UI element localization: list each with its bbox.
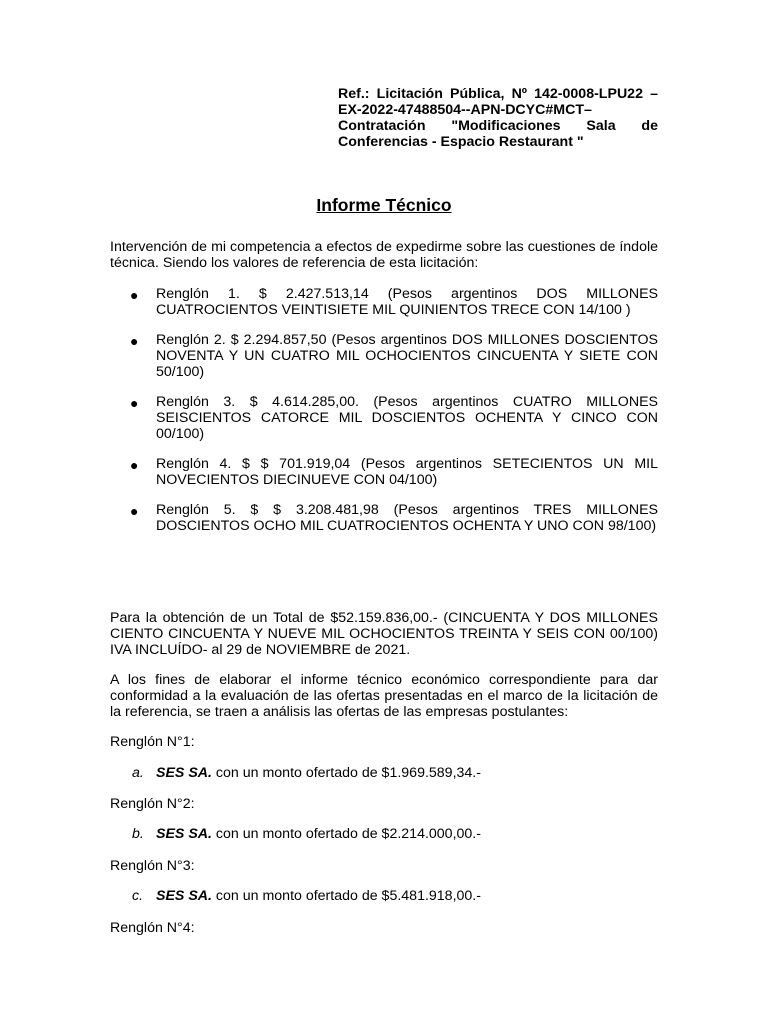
- offer-amount: con un monto ofertado de $2.214.000,00.-: [211, 826, 481, 842]
- renglon-label: Renglón N°4:: [110, 920, 195, 936]
- offer-amount: con un monto ofertado de $5.481.918,00.-: [211, 888, 481, 904]
- total-paragraph: Para la obtención de un Total de $52.159.836,00.- (CINCUENTA Y DOS MILLONES CIENTO CINCUENTA Y NUEVE MIL OCHOCIENTOS TREINTA Y SEIS CON 00/100) IVA INCLUÍDO- al 29 de NOVIEMBRE de 2021.: [110, 610, 658, 658]
- reference-line-2: EX-2022-47488504--APN-DCYC#MCT–: [338, 102, 592, 118]
- offer-company: SES SA.: [156, 888, 212, 904]
- renglon-text: Renglón 5. $ $ 3.208.481,98 (Pesos argentinos TRES MILLONES DOSCIENTOS OCHO MIL CUATROCIENTOS OCHENTA Y UNO CON 98/100): [156, 502, 658, 534]
- renglon-text: Renglón 3. $ 4.614.285,00. (Pesos argentinos CUATRO MILLONES SEISCIENTOS CATORCE MIL DOSCIENTOS OCHENTA Y CINCO CON 00/100): [156, 394, 658, 442]
- reference-block: [338, 86, 658, 150]
- offer-item: [132, 826, 652, 842]
- renglon-label: Renglón N°3:: [110, 858, 195, 874]
- reference-line-1: Ref.: Licitación Pública, Nº 142-0008-LPU22 –: [338, 86, 658, 102]
- offer-item: [132, 888, 652, 904]
- offer-letter: c.: [132, 888, 144, 904]
- offer-company: SES SA.: [156, 765, 212, 781]
- reference-line-4: Conferencias - Espacio Restaurant ": [338, 134, 584, 150]
- analysis-paragraph: A los fines de elaborar el informe técnico económico correspondiente para dar conformidad a la evaluación de las ofertas presentadas en el marco de la licitación de la referencia, se traen a análisis las ofertas de las empresas postulantes:: [110, 672, 658, 720]
- renglon-text: Renglón 4. $ $ 701.919,04 (Pesos argentinos SETECIENTOS UN MIL NOVECIENTOS DIECINUEVE CON 04/100): [156, 456, 658, 488]
- document-title: Informe Técnico: [316, 195, 452, 215]
- offer-item: [132, 765, 652, 781]
- bullet-icon: ●: [130, 503, 139, 519]
- bullet-icon: ●: [130, 457, 139, 473]
- offer-company: SES SA.: [156, 826, 212, 842]
- renglon-text: Renglón 2. $ 2.294.857,50 (Pesos argentinos DOS MILLONES DOSCIENTOS NOVENTA Y UN CUATRO MIL OCHOCIENTOS CINCUENTA Y SIETE CON 50/100): [156, 332, 658, 380]
- renglon-text: Renglón 1. $ 2.427.513,14 (Pesos argentinos DOS MILLONES CUATROCIENTOS VEINTISIETE MIL QUINIENTOS TRECE CON 14/100 ): [156, 286, 658, 318]
- offer-amount: con un monto ofertado de $1.969.589,34.-: [211, 765, 481, 781]
- offer-letter: a.: [132, 765, 144, 781]
- bullet-icon: ●: [130, 395, 139, 411]
- offer-letter: b.: [132, 826, 144, 842]
- reference-line-3: Contratación "Modificaciones Sala de: [338, 118, 658, 134]
- renglon-label: Renglón N°1:: [110, 734, 195, 750]
- renglon-label: Renglón N°2:: [110, 796, 195, 812]
- bullet-icon: ●: [130, 333, 139, 349]
- intro-paragraph: Intervención de mi competencia a efectos de expedirme sobre las cuestiones de índole técnica. Siendo los valores de referencia de esta licitación:: [110, 239, 658, 271]
- bullet-icon: ●: [130, 287, 139, 303]
